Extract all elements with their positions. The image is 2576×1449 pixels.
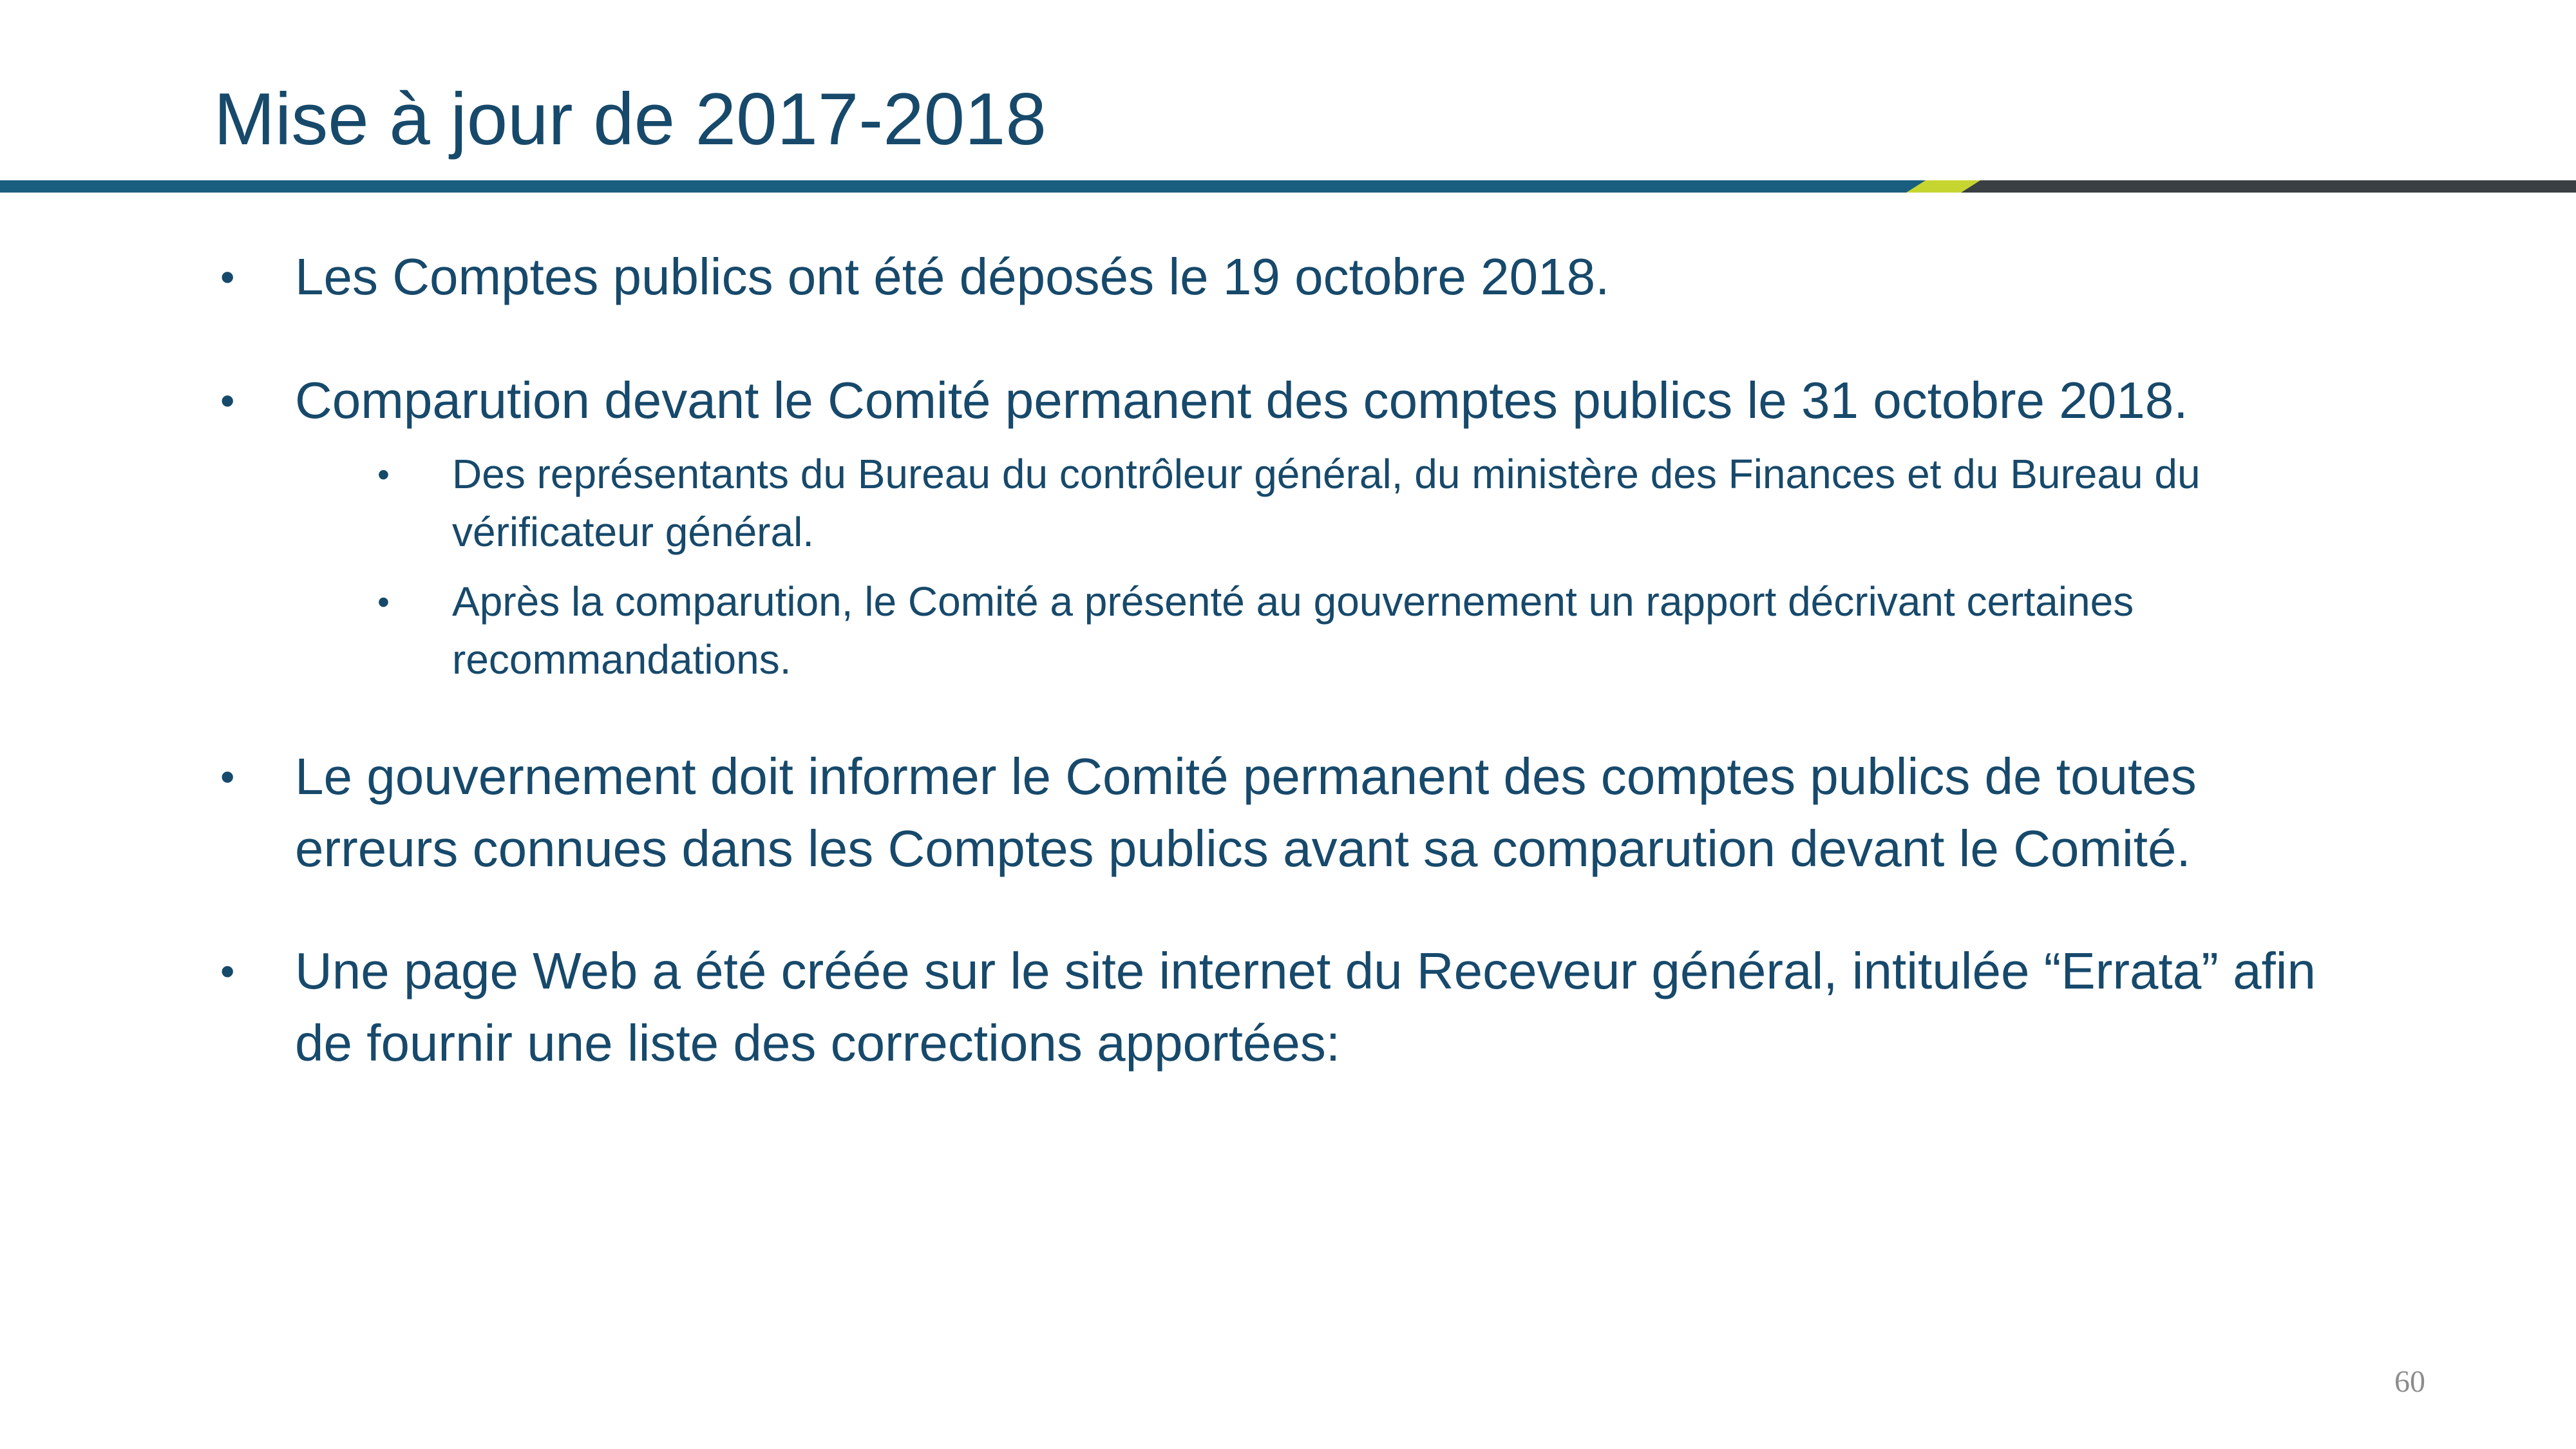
bullet-text: Les Comptes publics ont été déposés le 19 octobre 2018. xyxy=(295,248,1610,305)
sub-bullet-marker: • xyxy=(377,583,390,621)
bullet-item xyxy=(220,241,2356,313)
bullet-item xyxy=(220,741,2356,885)
bullet-item xyxy=(220,365,2356,437)
page-number: 60 xyxy=(2394,1365,2425,1399)
sub-bullet-marker: • xyxy=(377,455,390,494)
bullet-marker: • xyxy=(220,948,235,994)
sub-bullet-text: Des représentants du Bureau du contrôleur général, du ministère des Finances et du Bureau du vérificateur général. xyxy=(452,451,2201,555)
bullet-text: Le gouvernement doit informer le Comité permanent des comptes publics de toutes erreurs connues dans les Comptes publics avant sa comparution devant le Comité. xyxy=(295,748,2197,877)
sub-bullet-item xyxy=(377,573,2384,688)
sub-bullet-item xyxy=(377,446,2384,561)
sub-bullet-text: Après la comparution, le Comité a présenté au gouvernement un rapport décrivant certaines recommandations. xyxy=(452,578,2134,683)
bullet-item xyxy=(220,935,2356,1079)
slide-title: Mise à jour de 2017-2018 xyxy=(214,79,1046,160)
bullet-marker: • xyxy=(220,254,235,300)
bullet-marker: • xyxy=(220,753,235,800)
bullet-text: Comparution devant le Comité permanent des comptes publics le 31 octobre 2018. xyxy=(295,372,2188,429)
bullet-marker: • xyxy=(220,377,235,424)
bullet-text: Une page Web a été créée sur le site internet du Receveur général, intitulée “Errata” afin de fournir une liste des corrections apportées: xyxy=(295,942,2316,1072)
